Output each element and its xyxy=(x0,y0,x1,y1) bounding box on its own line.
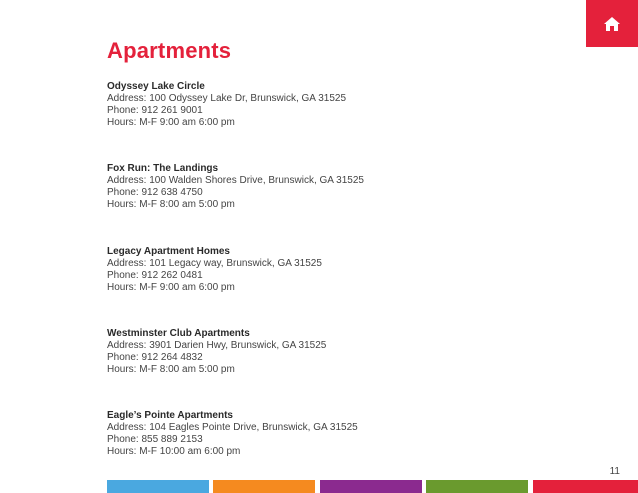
footer-color-bar-purple xyxy=(320,480,422,493)
footer-color-bar-green xyxy=(426,480,528,493)
listing-westminster-club xyxy=(107,328,326,376)
listing-address: Address: 101 Legacy way, Brunswick, GA 31525 xyxy=(107,258,322,269)
listing-name: Westminster Club Apartments xyxy=(107,328,250,339)
home-icon xyxy=(603,16,621,32)
listing-odyssey-lake-circle xyxy=(107,81,346,129)
listing-hours: Hours: M-F 10:00 am 6:00 pm xyxy=(107,446,241,457)
listing-legacy-apartment-homes xyxy=(107,246,322,294)
page-title: Apartments xyxy=(107,38,232,63)
listing-phone: Phone: 912 264 4832 xyxy=(107,352,203,363)
listing-hours: Hours: M-F 8:00 am 5:00 pm xyxy=(107,364,235,375)
footer-color-bar-blue xyxy=(107,480,209,493)
listing-phone: Phone: 912 261 9001 xyxy=(107,105,203,116)
listing-phone: Phone: 912 638 4750 xyxy=(107,187,203,198)
listing-phone: Phone: 855 889 2153 xyxy=(107,434,203,445)
listing-address: Address: 100 Odyssey Lake Dr, Brunswick, GA 31525 xyxy=(107,93,347,104)
listing-address: Address: 100 Walden Shores Drive, Brunswick, GA 31525 xyxy=(107,175,364,186)
listing-phone: Phone: 912 262 0481 xyxy=(107,270,203,281)
listing-eagles-pointe xyxy=(107,410,358,458)
listing-hours: Hours: M-F 9:00 am 6:00 pm xyxy=(107,282,235,293)
listing-address: Address: 104 Eagles Pointe Drive, Brunswick, GA 31525 xyxy=(107,422,358,433)
listing-fox-run xyxy=(107,163,364,211)
listing-hours: Hours: M-F 9:00 am 6:00 pm xyxy=(107,117,235,128)
footer-color-bar-orange xyxy=(213,480,315,493)
listing-name: Fox Run: The Landings xyxy=(107,163,219,174)
home-button[interactable] xyxy=(586,0,638,47)
listing-name: Legacy Apartment Homes xyxy=(107,246,230,257)
footer-color-bar-red xyxy=(533,480,638,493)
listing-hours: Hours: M-F 8:00 am 5:00 pm xyxy=(107,199,235,210)
listing-name: Odyssey Lake Circle xyxy=(107,81,205,92)
page-number: 11 xyxy=(609,466,620,477)
listing-name: Eagle’s Pointe Apartments xyxy=(107,410,233,421)
listing-address: Address: 3901 Darien Hwy, Brunswick, GA 31525 xyxy=(107,340,327,351)
